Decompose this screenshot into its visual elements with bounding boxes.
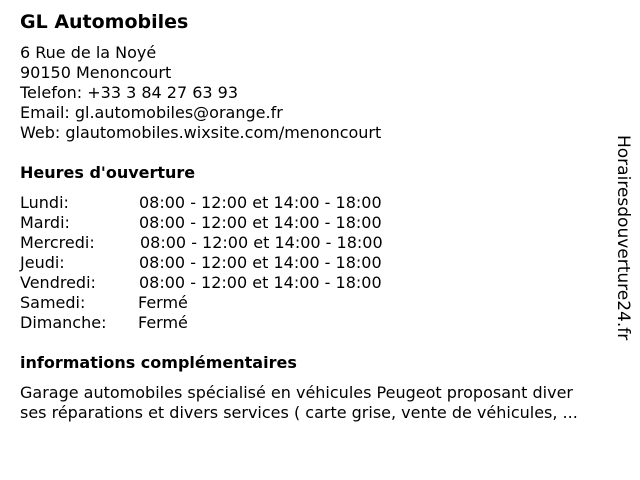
- watermark-text: Horairesdouverture24.fr: [613, 135, 633, 341]
- day-label: Samedi:: [20, 293, 86, 312]
- opening-hours-heading: Heures d'ouverture: [20, 163, 196, 182]
- day-label: Dimanche:: [20, 313, 107, 332]
- hours-value: 08:00 - 12:00 et 14:00 - 18:00: [139, 253, 382, 272]
- day-label: Mercredi:: [20, 233, 95, 252]
- additional-info-heading: informations complémentaires: [20, 353, 297, 372]
- day-label: Lundi:: [20, 193, 69, 212]
- description-line: ses réparations et divers services ( carte grise, vente de véhicules, ...: [20, 403, 578, 422]
- day-label: Jeudi:: [20, 253, 65, 272]
- description-line: Garage automobiles spécialisé en véhicules Peugeot proposant diver: [20, 383, 573, 402]
- site-watermark: [613, 135, 633, 345]
- hours-value: 08:00 - 12:00 et 14:00 - 18:00: [139, 213, 382, 232]
- phone-number: Telefon: +33 3 84 27 63 93: [20, 83, 239, 102]
- hours-value: 08:00 - 12:00 et 14:00 - 18:00: [140, 233, 383, 252]
- street-address: 6 Rue de la Noyé: [20, 43, 157, 62]
- city-address: 90150 Menoncourt: [20, 63, 172, 82]
- day-label: Mardi:: [20, 213, 70, 232]
- day-label: Vendredi:: [20, 273, 96, 292]
- contact-block: [20, 43, 381, 143]
- email-address: Email: gl.automobiles@orange.fr: [20, 103, 283, 122]
- additional-info-text: [20, 383, 632, 423]
- website-address: Web: glautomobiles.wixsite.com/menoncourt: [20, 123, 382, 142]
- hours-value: Fermé: [138, 293, 188, 312]
- hours-value: Fermé: [138, 313, 188, 332]
- hours-value: 08:00 - 12:00 et 14:00 - 18:00: [139, 273, 382, 292]
- business-name: GL Automobiles: [20, 11, 189, 33]
- hours-value: 08:00 - 12:00 et 14:00 - 18:00: [139, 193, 382, 212]
